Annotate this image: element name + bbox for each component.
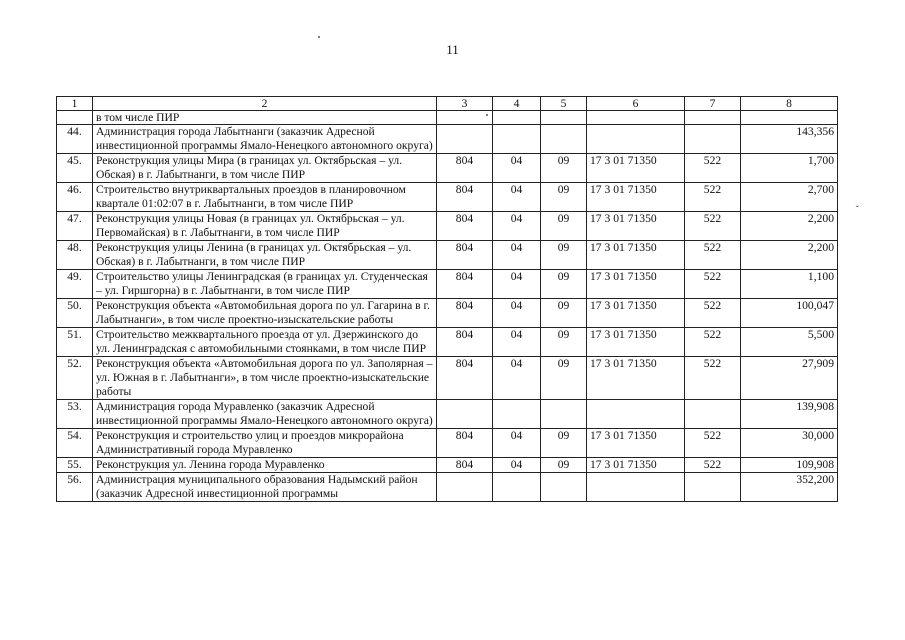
header-row [57, 97, 838, 111]
cell-col7: 522 [685, 429, 741, 458]
cell-name: Администрация города Муравленко (заказчик Адресной инвестиционной программы Ямало-Ненецкого автономного округа) [93, 400, 437, 429]
cell-name: Администрация города Лабытнанги (заказчик Адресной инвестиционной программы Ямало-Ненецкого автономного округа) [93, 125, 437, 154]
cell-col6 [587, 125, 685, 154]
table-row [57, 241, 838, 270]
cell-num: 54. [57, 429, 93, 458]
cell-col3: 804 [437, 154, 493, 183]
table-row [57, 473, 838, 502]
cell-col6: 17 3 01 71350 [587, 299, 685, 328]
cell-amount: 27,909 [741, 357, 838, 400]
cell-col5: 09 [541, 183, 587, 212]
cell-col6: 17 3 01 71350 [587, 458, 685, 473]
cell-col5: 09 [541, 154, 587, 183]
cell-num: 53. [57, 400, 93, 429]
cell-col7: 522 [685, 183, 741, 212]
cell-col6: 17 3 01 71350 [587, 357, 685, 400]
cell-num: 46. [57, 183, 93, 212]
cell-amount: 30,000 [741, 429, 838, 458]
cell-num: 45. [57, 154, 93, 183]
cell-col3: 804 [437, 429, 493, 458]
cell-amount: 139,908 [741, 400, 838, 429]
cell-name: Реконструкция ул. Ленина города Муравленко [93, 458, 437, 473]
cell-col5: 09 [541, 328, 587, 357]
cell-name: Администрация муниципального образования Надымский район (заказчик Адресной инвестиционной программы [93, 473, 437, 502]
table-row [57, 458, 838, 473]
cell-col3: 804 [437, 270, 493, 299]
cell-col6: 17 3 01 71350 [587, 328, 685, 357]
cell-col5: 09 [541, 270, 587, 299]
cell-num: 55. [57, 458, 93, 473]
col-header-2: 2 [93, 97, 437, 111]
cell-col6: 17 3 01 71350 [587, 241, 685, 270]
cell-num: 48. [57, 241, 93, 270]
cell-col5: 09 [541, 357, 587, 400]
cell-num: 47. [57, 212, 93, 241]
cell-col6 [587, 473, 685, 502]
col-header-6: 6 [587, 97, 685, 111]
cell-col5 [541, 125, 587, 154]
cell-num: 44. [57, 125, 93, 154]
cell-col5: 09 [541, 299, 587, 328]
cell-col5 [541, 400, 587, 429]
scan-speck [486, 114, 488, 116]
table-row [57, 357, 838, 400]
cell-col3: 804 [437, 328, 493, 357]
cell-col4: 04 [493, 154, 541, 183]
cell-col6 [587, 400, 685, 429]
col-header-5: 5 [541, 97, 587, 111]
cell-col5: 09 [541, 241, 587, 270]
table-row [57, 212, 838, 241]
table-row [57, 400, 838, 429]
cell-num [57, 111, 93, 125]
col-header-4: 4 [493, 97, 541, 111]
cell-amount: 2,700 [741, 183, 838, 212]
cell-col5: 09 [541, 212, 587, 241]
cell-col6: 17 3 01 71350 [587, 270, 685, 299]
cell-col3: 804 [437, 299, 493, 328]
cell-col3: 804 [437, 357, 493, 400]
cell-amount: 2,200 [741, 212, 838, 241]
table-row [57, 125, 838, 154]
page-number: 11 [446, 42, 459, 57]
cell-col4: 04 [493, 241, 541, 270]
cell-col7: 522 [685, 270, 741, 299]
cell-col3: 804 [437, 458, 493, 473]
cell-col4 [493, 400, 541, 429]
cell-col5: 09 [541, 429, 587, 458]
cell-col7: 522 [685, 357, 741, 400]
cell-col7 [685, 125, 741, 154]
col-header-7: 7 [685, 97, 741, 111]
cell-col4: 04 [493, 429, 541, 458]
cell-col6: 17 3 01 71350 [587, 429, 685, 458]
cell-amount: 1,100 [741, 270, 838, 299]
continuation-text: в том числе ПИР [93, 111, 437, 125]
col-header-1: 1 [57, 97, 93, 111]
cell-col4: 04 [493, 328, 541, 357]
table-row [57, 429, 838, 458]
cell-name: Реконструкция улицы Мира (в границах ул. Октябрьская – ул. Обская) в г. Лабытнанги, в том числе ПИР [93, 154, 437, 183]
cell-col4 [493, 125, 541, 154]
cell-amount: 1,700 [741, 154, 838, 183]
cell-num: 49. [57, 270, 93, 299]
col-header-8: 8 [741, 97, 838, 111]
cell-col3: 804 [437, 212, 493, 241]
cell-name: Строительство межквартального проезда от ул. Дзержинского до ул. Ленинградская с автомобильными стоянками, в том числе ПИР [93, 328, 437, 357]
cell-num: 50. [57, 299, 93, 328]
cell-col7: 522 [685, 241, 741, 270]
cell-col4 [493, 473, 541, 502]
cell-col7: 522 [685, 212, 741, 241]
cell-name: Строительство улицы Ленинградская (в границах ул. Студенческая – ул. Гиршгорна) в г. Лабытнанги, в том числе ПИР [93, 270, 437, 299]
table-row [57, 299, 838, 328]
col-header-3: 3 [437, 97, 493, 111]
cell-col4: 04 [493, 183, 541, 212]
cell-name: Реконструкция улицы Ленина (в границах ул. Октябрьская – ул. Обская) в г. Лабытнанги, в том числе ПИР [93, 241, 437, 270]
cell-col7: 522 [685, 154, 741, 183]
cell-col4: 04 [493, 270, 541, 299]
cell-col3: 804 [437, 241, 493, 270]
cell-col7: 522 [685, 458, 741, 473]
margin-mark: ˇ [855, 205, 859, 216]
cell-amount: 2,200 [741, 241, 838, 270]
cell-amount: 143,356 [741, 125, 838, 154]
cell-col6: 17 3 01 71350 [587, 183, 685, 212]
table-row [57, 183, 838, 212]
cell-name: Реконструкция улицы Новая (в границах ул. Октябрьская – ул. Первомайская) в г. Лабытнанги, в том числе ПИР [93, 212, 437, 241]
cell-col4: 04 [493, 458, 541, 473]
scan-speck [318, 36, 320, 38]
cell-col4: 04 [493, 357, 541, 400]
cell-col6: 17 3 01 71350 [587, 154, 685, 183]
cell-num: 52. [57, 357, 93, 400]
table-row [57, 154, 838, 183]
cell-num: 56. [57, 473, 93, 502]
cell-name: Реконструкция и строительство улиц и проездов микрорайона Административный города Муравленко [93, 429, 437, 458]
cell-amount: 100,047 [741, 299, 838, 328]
cell-col5: 09 [541, 458, 587, 473]
table-row [57, 328, 838, 357]
budget-table [56, 96, 838, 502]
cell-amount: 352,200 [741, 473, 838, 502]
cell-col3 [437, 125, 493, 154]
cell-name: Реконструкция объекта «Автомобильная дорога по ул. Гагарина в г. Лабытнанги», в том числе проектно-изыскательские работы [93, 299, 437, 328]
cell-col6: 17 3 01 71350 [587, 212, 685, 241]
cell-col7: 522 [685, 328, 741, 357]
cell-col7: 522 [685, 299, 741, 328]
cell-amount: 109,908 [741, 458, 838, 473]
cell-col3 [437, 400, 493, 429]
cell-name: Реконструкция объекта «Автомобильная дорога по ул. Заполярная – ул. Южная в г. Лабытнанги», в том числе проектно-изыскательские работы [93, 357, 437, 400]
cell-amount: 5,500 [741, 328, 838, 357]
cell-col7 [685, 400, 741, 429]
cell-col4: 04 [493, 212, 541, 241]
continuation-row [57, 111, 838, 125]
cell-col7 [685, 473, 741, 502]
cell-col5 [541, 473, 587, 502]
cell-col3: 804 [437, 183, 493, 212]
cell-num: 51. [57, 328, 93, 357]
table-row [57, 270, 838, 299]
cell-col4: 04 [493, 299, 541, 328]
cell-name: Строительство внутриквартальных проездов в планировочном квартале 01:02:07 в г. Лабытнанги, в том числе ПИР [93, 183, 437, 212]
cell-col3 [437, 473, 493, 502]
